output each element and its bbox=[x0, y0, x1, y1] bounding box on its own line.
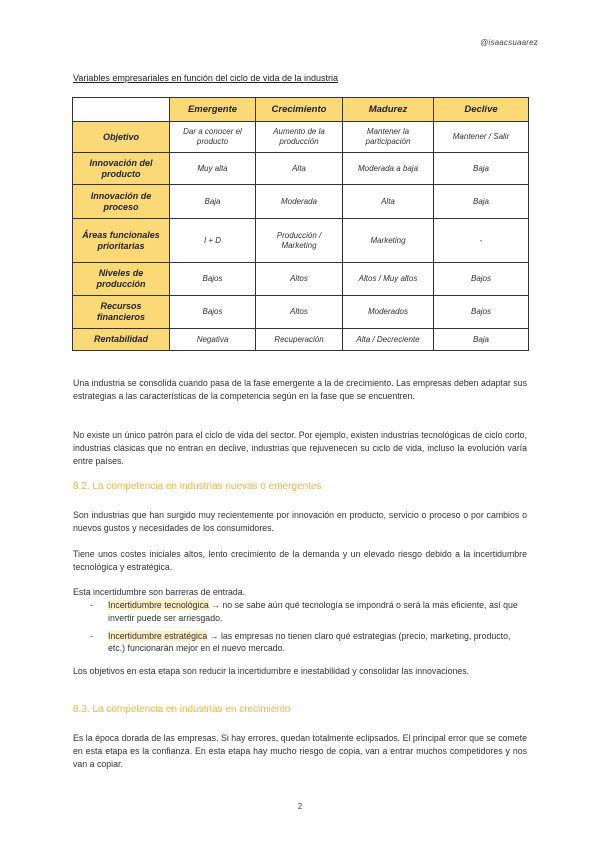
table-row bbox=[73, 329, 529, 351]
table-header-row bbox=[73, 98, 529, 122]
table-cell: Muy alta bbox=[170, 153, 256, 185]
row-header: Objetivo bbox=[73, 122, 170, 153]
table-row bbox=[73, 219, 529, 263]
row-header: Rentabilidad bbox=[73, 329, 170, 351]
list-item bbox=[90, 630, 527, 656]
column-header: Declive bbox=[434, 98, 529, 122]
table-cell: Alta bbox=[256, 153, 343, 185]
table-cell: Baja bbox=[434, 185, 529, 219]
row-header: Innovación de proceso bbox=[73, 185, 170, 219]
table-cell: Aumento de la producción bbox=[256, 122, 343, 153]
table-cell: Mantener la participación bbox=[343, 122, 434, 153]
highlighted-term: Incertidumbre tecnológica bbox=[108, 600, 209, 610]
table-cell: Moderados bbox=[343, 296, 434, 329]
table-cell: Recuperación bbox=[256, 329, 343, 351]
table-cell: Baja bbox=[434, 153, 529, 185]
table-row bbox=[73, 263, 529, 296]
paragraph: Los objetivos en esta etapa son reducir la incertidumbre e inestabilidad y consolidar las innovaciones. bbox=[73, 666, 470, 676]
table-cell: Moderada bbox=[256, 185, 343, 219]
table-cell: Bajos bbox=[170, 263, 256, 296]
list-item-text: → no se sabe aún qué tecnología se impondrá o será la más eficiente, así que invertir puede ser arriesgado. bbox=[108, 600, 518, 623]
row-header: Áreas funcionales prioritarias bbox=[73, 219, 170, 263]
table-corner-cell bbox=[73, 98, 170, 122]
table-cell: Producción / Marketing bbox=[256, 219, 343, 263]
section-heading-8-3: 8.3. La competencia en industrias en crecimiento bbox=[73, 704, 291, 715]
row-header: Niveles de producción bbox=[73, 263, 170, 296]
list-item-text: → las empresas no tienen claro qué estrategias (precio, marketing, producto, etc.) funcionarán mejor en el nuevo mercado. bbox=[108, 630, 511, 654]
table-cell: Alta / Decreciente bbox=[343, 329, 434, 351]
row-header: Recursos financieros bbox=[73, 296, 170, 329]
table-cell: Moderada a baja bbox=[343, 153, 434, 185]
table-row bbox=[73, 153, 529, 185]
lifecycle-variables-table bbox=[72, 97, 529, 351]
uncertainty-list bbox=[90, 599, 527, 660]
page-number: 2 bbox=[297, 802, 303, 811]
list-dash: - bbox=[90, 630, 93, 641]
table-cell: Marketing bbox=[343, 219, 434, 263]
table-row bbox=[73, 122, 529, 153]
table-row bbox=[73, 296, 529, 329]
table-cell: Altos / Muy altos bbox=[343, 263, 434, 296]
table-cell: Altos bbox=[256, 296, 343, 329]
table-cell: Bajos bbox=[434, 296, 529, 329]
table-cell: - bbox=[434, 219, 529, 263]
highlighted-term: Incertidumbre estratégica bbox=[108, 630, 208, 641]
column-header: Emergente bbox=[170, 98, 256, 122]
table-cell: Altos bbox=[256, 263, 343, 296]
table-cell: Baja bbox=[170, 185, 256, 219]
author-handle: @isaacsuaarez bbox=[480, 38, 538, 47]
table-cell: Bajos bbox=[434, 263, 529, 296]
paragraph: Una industria se consolida cuando pasa de la fase emergente a la de crecimiento. Las empresas deben adaptar sus estrategias a las características de la competencia según en la fase que se encuentren. bbox=[73, 378, 527, 401]
column-header: Crecimiento bbox=[256, 98, 343, 122]
paragraph: Son industrias que han surgido muy recientemente por innovación en producto, servicio o proceso o por cambios o nuevos gustos y necesidades de los consumidores. bbox=[73, 510, 527, 533]
table-cell: Mantener / Salir bbox=[434, 122, 529, 153]
table-cell: Negativa bbox=[170, 329, 256, 351]
row-header: Innovación del producto bbox=[73, 153, 170, 185]
table-cell: Dar a conocer el producto bbox=[170, 122, 256, 153]
table-cell: Bajos bbox=[170, 296, 256, 329]
table-cell: I + D bbox=[170, 219, 256, 263]
column-header: Madurez bbox=[343, 98, 434, 122]
paragraph: Tiene unos costes iniciales altos, lento crecimiento de la demanda y un elevado riesgo debido a la incertidumbre tecnológica y estratégica. bbox=[73, 549, 527, 572]
section-heading-8-2: 8.2. La competencia en industrias nuevas o emergentes bbox=[73, 481, 322, 492]
list-item bbox=[90, 599, 527, 625]
list-dash: - bbox=[90, 600, 93, 610]
paragraph: Es la época dorada de las empresas. Si hay errores, quedan totalmente eclipsados. El principal error que se comete en esta etapa es la confianza. En esta etapa hay mucho riesgo de copia, van a entrar muchos competidores y nos van a copiar. bbox=[73, 733, 527, 769]
paragraph: Esta incertidumbre son barreras de entrada. bbox=[73, 587, 246, 597]
paragraph: No existe un único patrón para el ciclo de vida del sector. Por ejemplo, existen industrias tecnológicas de ciclo corto, industrias clásicas que no entran en declive, industrias que rejuvenecen su ciclo de vida, incluso la evolución varía entre países. bbox=[73, 430, 527, 466]
table-caption: Variables empresariales en función del ciclo de vida de la industria bbox=[73, 73, 338, 83]
table-cell: Baja bbox=[434, 329, 529, 351]
table-cell: Alta bbox=[343, 185, 434, 219]
table-row bbox=[73, 185, 529, 219]
